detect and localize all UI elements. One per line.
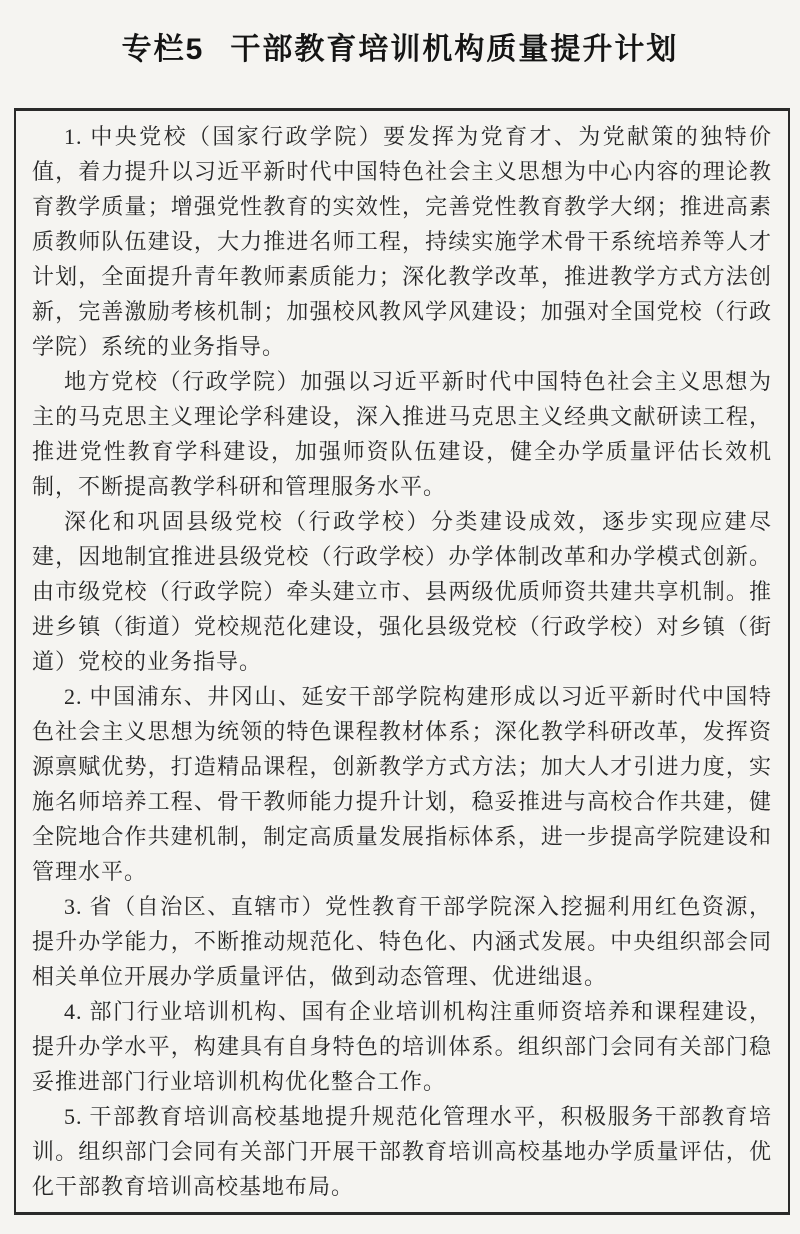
paragraph: 4. 部门行业培训机构、国有企业培训机构注重师资培养和课程建设，提升办学水平，构建具有自身特色的培训体系。组织部门会同有关部门稳妥推进部门行业培训机构优化整合工作。 (32, 999, 772, 1094)
paragraph: 3. 省（自治区、直辖市）党性教育干部学院深入挖掘利用红色资源，提升办学能力，不断推动规范化、特色化、内涵式发展。中央组织部会同相关单位开展办学质量评估，做到动态管理、优进绌退。 (32, 894, 772, 989)
page-title (0, 24, 800, 68)
paragraph: 2. 中国浦东、井冈山、延安干部学院构建形成以习近平新时代中国特色社会主义思想为统领的特色课程教材体系；深化教学科研改革，发挥资源禀赋优势，打造精品课程，创新教学方式方法；加大人才引进力度，实施名师培养工程、骨干教师能力提升计划，稳妥推进与高校合作共建，健全院地合作共建机制，制定高质量发展指标体系，进一步提高学院建设和管理水平。 (32, 684, 772, 884)
paragraph: 深化和巩固县级党校（行政学校）分类建设成效，逐步实现应建尽建，因地制宜推进县级党校（行政学校）办学体制改革和办学模式创新。由市级党校（行政学院）牵头建立市、县两级优质师资共建共享机制。推进乡镇（街道）党校规范化建设，强化县级党校（行政学校）对乡镇（街道）党校的业务指导。 (32, 509, 772, 674)
paragraph: 1. 中央党校（国家行政学院）要发挥为党育才、为党献策的独特价值，着力提升以习近平新时代中国特色社会主义思想为中心内容的理论教育教学质量；增强党性教育的实效性，完善党性教育教学大纲；推进高素质教师队伍建设，大力推进名师工程，持续实施学术骨干系统培养等人才计划，全面提升青年教师素质能力；深化教学改革，推进教学方式方法创新，完善激励考核机制；加强校风教风学风建设；加强对全国党校（行政学院）系统的业务指导。 (32, 124, 772, 359)
page-title-prefix: 专栏5 (121, 33, 205, 66)
page-title-text: 干部教育培训机构质量提升计划 (230, 33, 679, 66)
callout-box (14, 108, 790, 1215)
paragraph: 5. 干部教育培训高校基地提升规范化管理水平，积极服务干部教育培训。组织部门会同有关部门开展干部教育培训高校基地办学质量评估，优化干部教育培训高校基地布局。 (32, 1104, 772, 1199)
paragraph: 地方党校（行政学院）加强以习近平新时代中国特色社会主义思想为主的马克思主义理论学科建设，深入推进马克思主义经典文献研读工程，推进党性教育学科建设，加强师资队伍建设，健全办学质量评估长效机制，不断提高教学科研和管理服务水平。 (32, 369, 772, 499)
